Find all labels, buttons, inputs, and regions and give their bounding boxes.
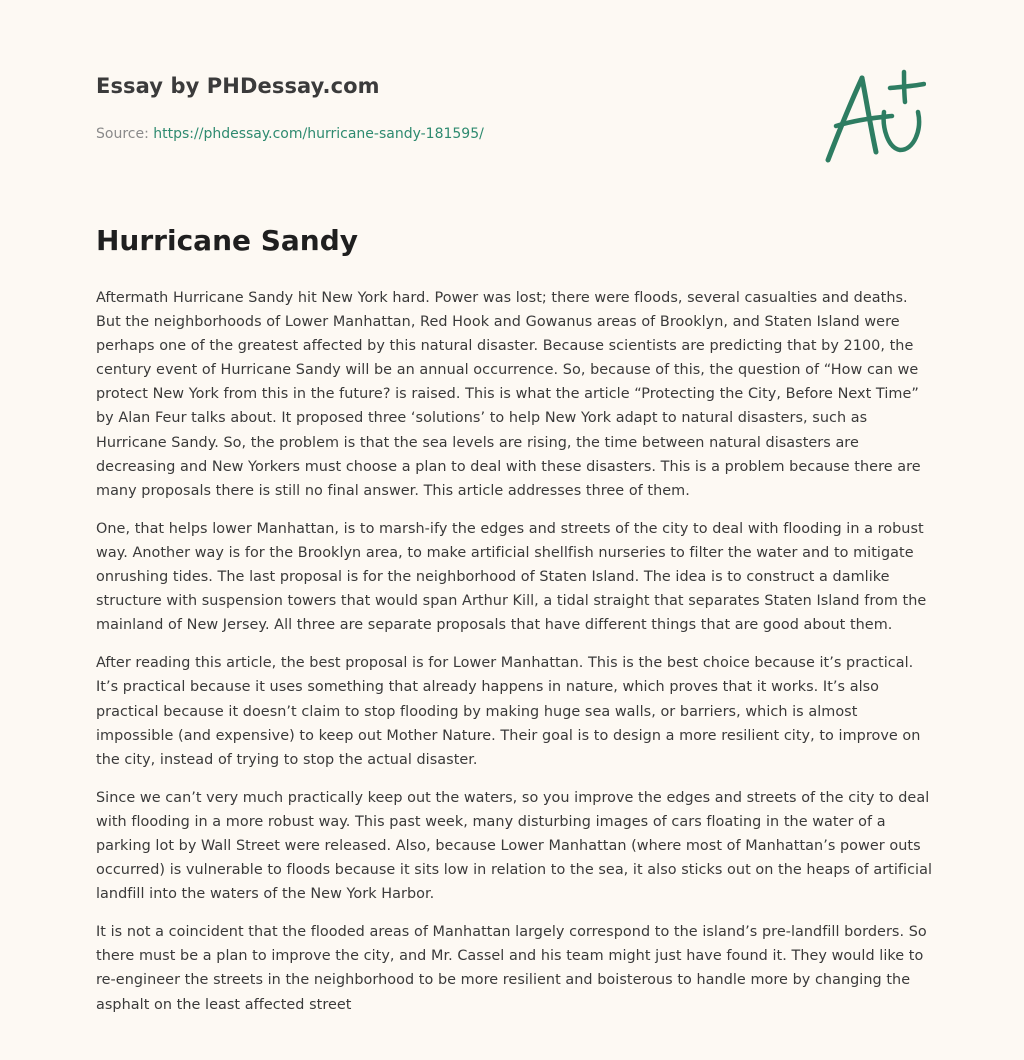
essay-paragraph: Aftermath Hurricane Sandy hit New York hard. Power was lost; there were floods, several casualties and deaths. But the neighborhoods of Lower Manhattan, Red Hook and Gowanus areas of Brooklyn, and Staten Island were perhaps one of the greatest affected by this natural disaster. Because scientists are predicting that by 2100, the century event of Hurricane Sandy will be an annual occurrence. So, because of this, the question of “How can we protect New York from this in the future? is raised. This is what the article “Protecting the City, Before Next Time” by Alan Feur talks about. It proposed three ‘solutions’ to help New York adapt to natural disasters, such as Hurricane Sandy. So, the problem is that the sea levels are rising, the time between natural disasters are decreasing and New Yorkers must choose a plan to deal with these disasters. This is a problem because there are many proposals there is still no final answer. This article addresses three of them. xyxy=(96,290,921,499)
source-line xyxy=(96,126,484,142)
source-link[interactable]: https://phdessay.com/hurricane-sandy-181595/ xyxy=(153,126,484,142)
essay-title: Hurricane Sandy xyxy=(96,224,359,257)
site-brand: Essay by PHDessay.com xyxy=(96,74,380,98)
a-plus-logo-icon xyxy=(822,68,926,164)
source-label: Source: xyxy=(96,126,149,142)
essay-paragraph: One, that helps lower Manhattan, is to marsh-ify the edges and streets of the city to deal with flooding in a robust way. Another way is for the Brooklyn area, to make artificial shellfish nurseries to filter the water and to mitigate onrushing tides. The last proposal is for the neighborhood of Staten Island. The idea is to construct a damlike structure with suspension towers that would span Arthur Kill, a tidal straight that separates Staten Island from the mainland of New Jersey. All three are separate proposals that have different things that are good about them. xyxy=(96,520,927,634)
essay-paragraph: It is not a coincident that the flooded areas of Manhattan largely correspond to the island’s pre-landfill borders. So there must be a plan to improve the city, and Mr. Cassel and his team might just have found it. They would like to re-engineer the streets in the neighborhood to be more resilient and boisterous to handle more by changing the asphalt on the least affected street xyxy=(96,924,927,1013)
essay-paragraph: After reading this article, the best proposal is for Lower Manhattan. This is the best choice because it’s practical. It’s practical because it uses something that already happens in nature, which proves that it works. It’s also practical because it doesn’t claim to stop flooding by making huge sea walls, or barriers, which is almost impossible (and expensive) to keep out Mother Nature. Their goal is to design a more resilient city, to improve on the city, instead of trying to stop the actual disaster. xyxy=(96,655,921,768)
essay-body xyxy=(96,286,932,1031)
essay-paragraph: Since we can’t very much practically keep out the waters, so you improve the edges and streets of the city to deal with flooding in a more robust way. This past week, many disturbing images of cars floating in the water of a parking lot by Wall Street were released. Also, because Lower Manhattan (where most of Manhattan’s power outs occurred) is vulnerable to floods because it sits low in relation to the sea, it also sticks out on the heaps of artificial landfill into the waters of the New York Harbor. xyxy=(96,789,932,903)
essay-header xyxy=(96,74,796,142)
